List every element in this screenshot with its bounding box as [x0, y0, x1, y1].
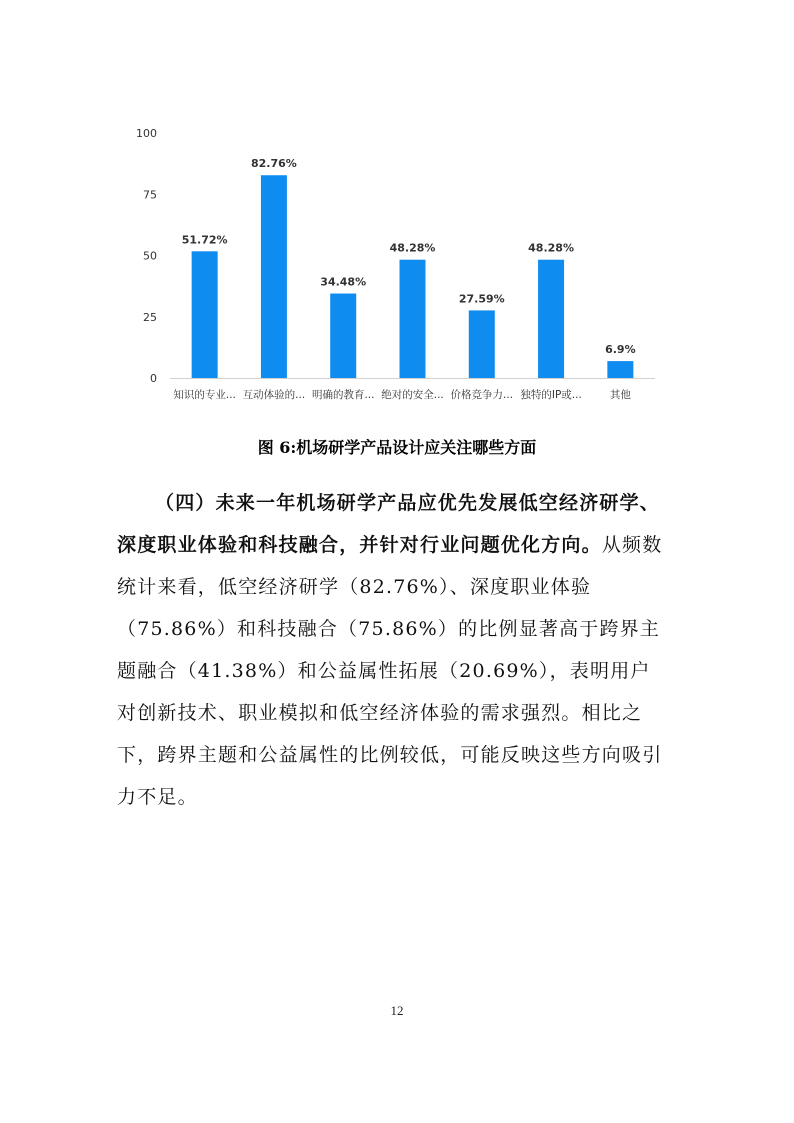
y-tick-label: 100: [136, 127, 157, 140]
bar: [192, 251, 218, 378]
data-label: 48.28%: [389, 241, 436, 255]
bar: [607, 361, 633, 378]
category-label: 互动体验的...: [242, 389, 306, 401]
paragraph-heading: （四）未来一年机场研学产品应优先发展低空经济研学、深度职业体验和科技融合，并针对行业问题优化方向。: [117, 492, 661, 556]
data-label: 27.59%: [458, 292, 505, 306]
bar-chart: [120, 118, 670, 418]
y-tick-label: 50: [143, 249, 157, 263]
bar: [469, 310, 495, 378]
bar: [400, 260, 426, 378]
y-tick-label: 0: [150, 372, 157, 385]
bar: [538, 260, 564, 378]
category-label: 明确的教育...: [311, 389, 375, 401]
category-label: 独特的IP或...: [520, 389, 582, 401]
figure-caption: 图 6:机场研学产品设计应关注哪些方面: [257, 438, 537, 457]
category-label: 其他: [609, 389, 631, 401]
category-label: 价格竞争力...: [450, 389, 514, 401]
y-tick-label: 25: [143, 310, 157, 324]
page-number: 12: [390, 1003, 404, 1018]
bar: [330, 294, 356, 378]
data-label: 6.9%: [605, 343, 636, 357]
data-label: 48.28%: [528, 241, 574, 255]
category-label: 绝对的安全...: [381, 389, 444, 401]
bar: [261, 175, 287, 378]
data-label: 82.76%: [251, 157, 297, 171]
data-label: 34.48%: [320, 275, 367, 289]
category-label: 知识的专业...: [173, 389, 236, 401]
y-tick-label: 75: [143, 188, 157, 202]
paragraph-body: 从频数统计来看，低空经济研学（82.76%）、深度职业体验（75.86%）和科技融合（75.86%）的比例显著高于跨界主题融合（41.38%）和公益属性拓展（20.69%），表明用户对创新技术、职业模拟和低空经济体验的需求强烈。相比之下，跨界主题和公益属性的比例较低，可能反映这些方向吸引力不足。: [117, 534, 663, 808]
body-paragraph: [117, 482, 665, 818]
data-label: 51.72%: [181, 233, 228, 247]
